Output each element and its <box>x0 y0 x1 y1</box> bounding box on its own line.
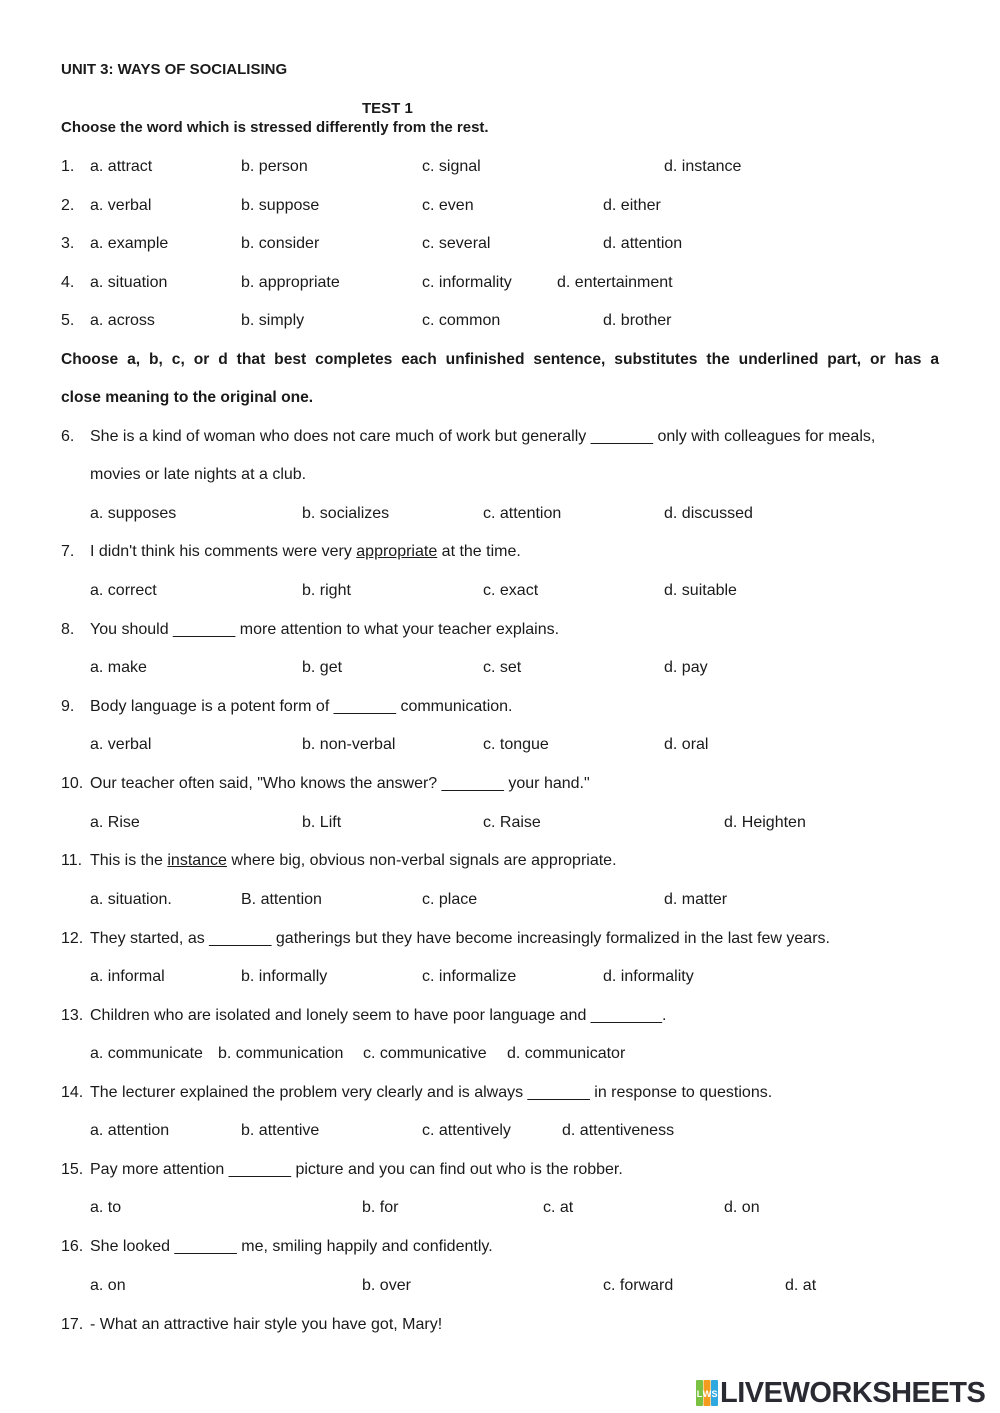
question-number: 6. <box>61 428 75 445</box>
question-number: 17. <box>61 1316 84 1333</box>
option-d: d. suitable <box>664 582 737 599</box>
question-text-after: at the time. <box>437 543 521 560</box>
option-b: b. suppose <box>241 197 320 214</box>
option-b: b. get <box>302 659 343 676</box>
option-a: a. attention <box>90 1122 170 1139</box>
underlined-word: appropriate <box>356 543 438 560</box>
option-d: d. Heighten <box>724 814 806 831</box>
option-d: d. communicator <box>507 1045 626 1062</box>
option-b: b. informally <box>241 968 328 985</box>
option-b: b. person <box>241 158 308 175</box>
option-a: a. correct <box>90 582 157 599</box>
liveworksheets-logo-text: LIVEWORKSHEETS <box>720 1376 986 1409</box>
question-text-after: where big, obvious non-verbal signals are appropriate. <box>226 852 617 869</box>
option-b: b. appropriate <box>241 274 340 291</box>
option-b: b. communication <box>218 1045 344 1062</box>
option-d: d. pay <box>664 659 708 676</box>
unit-title: UNIT 3: WAYS OF SOCIALISING <box>61 61 288 78</box>
question-number: 15. <box>61 1161 84 1178</box>
option-d: d. attention <box>603 235 683 252</box>
option-a: a. verbal <box>90 197 152 214</box>
question-text: They started, as _______ gatherings but they have become increasingly formalized in the last few years. <box>90 930 830 947</box>
question-text: Our teacher often said, "Who knows the answer? _______ your hand." <box>90 775 590 792</box>
question-number: 12. <box>61 930 84 947</box>
option-d: d. oral <box>664 736 709 753</box>
question-text: You should _______ more attention to what your teacher explains. <box>90 621 560 638</box>
question-number: 10. <box>61 775 84 792</box>
option-b: b. simply <box>241 312 305 329</box>
option-c: c. several <box>422 235 491 252</box>
option-d: d. discussed <box>664 505 753 522</box>
option-a: a. situation. <box>90 891 172 908</box>
question-number: 13. <box>61 1007 84 1024</box>
section-mc-instruction-line2: close meaning to the original one. <box>61 389 314 406</box>
question-text-continued: movies or late nights at a club. <box>90 466 307 483</box>
option-a: a. to <box>90 1199 122 1216</box>
option-b: b. non-verbal <box>302 736 396 753</box>
option-d: d. instance <box>664 158 742 175</box>
option-c: c. place <box>422 891 478 908</box>
option-c: c. Raise <box>483 814 541 831</box>
option-b: b. socializes <box>302 505 390 522</box>
item-number: 1. <box>61 158 75 175</box>
option-a: a. informal <box>90 968 165 985</box>
question-number: 7. <box>61 543 75 560</box>
liveworksheets-logo <box>696 1378 985 1408</box>
item-number: 4. <box>61 274 75 291</box>
option-c: c. forward <box>603 1277 674 1294</box>
option-a: a. communicate <box>90 1045 203 1062</box>
question-text: She is a kind of woman who does not care much of work but generally _______ only with colleagues for meals, <box>90 428 876 445</box>
option-c: c. informalize <box>422 968 517 985</box>
item-number: 2. <box>61 197 75 214</box>
option-d: d. matter <box>664 891 728 908</box>
question-text-before: I didn't think his comments were very <box>90 543 357 560</box>
option-d: d. on <box>724 1199 760 1216</box>
option-d: d. entertainment <box>557 274 673 291</box>
option-c: c. even <box>422 197 474 214</box>
question-text <box>90 542 521 562</box>
item-number: 5. <box>61 312 75 329</box>
test-title: TEST 1 <box>362 100 413 117</box>
option-a: a. verbal <box>90 736 152 753</box>
question-text: - What an attractive hair style you have got, Mary! <box>90 1316 443 1333</box>
option-c: c. tongue <box>483 736 549 753</box>
question-number: 11. <box>61 852 83 869</box>
option-a: a. on <box>90 1277 126 1294</box>
option-c: c. set <box>483 659 522 676</box>
option-b: b. attentive <box>241 1122 320 1139</box>
question-number: 14. <box>61 1084 84 1101</box>
option-d: d. brother <box>603 312 672 329</box>
option-b: b. consider <box>241 235 320 252</box>
option-a: a. situation <box>90 274 168 291</box>
question-number: 8. <box>61 621 75 638</box>
option-c: c. signal <box>422 158 481 175</box>
question-text: Body language is a potent form of _______ communication. <box>90 698 513 715</box>
underlined-word: instance <box>167 852 227 869</box>
option-d: d. attentiveness <box>562 1122 675 1139</box>
question-number: 16. <box>61 1238 84 1255</box>
option-c: c. exact <box>483 582 539 599</box>
question-text: Children who are isolated and lonely seem to have poor language and ________. <box>90 1007 667 1024</box>
liveworksheets-logo-icon <box>696 1380 718 1406</box>
option-c: c. at <box>543 1199 574 1216</box>
question-text: The lecturer explained the problem very clearly and is always _______ in response to questions. <box>90 1084 773 1101</box>
option-b: b. Lift <box>302 814 342 831</box>
option-b: b. right <box>302 582 351 599</box>
section-mc-instruction-line1: Choose a, b, c, or d that best completes each unfinished sentence, substitutes the underlined part, or has a <box>61 351 939 368</box>
option-b: b. over <box>362 1277 411 1294</box>
question-text <box>90 851 617 871</box>
option-d: d. either <box>603 197 661 214</box>
logo-mark-letter: S <box>711 1389 718 1399</box>
option-d: d. at <box>785 1277 817 1294</box>
option-c: c. attentively <box>422 1122 511 1139</box>
option-b: B. attention <box>241 891 322 908</box>
logo-mark-letter: L <box>696 1389 703 1399</box>
logo-mark-letter: W <box>702 1389 712 1399</box>
option-c: c. attention <box>483 505 562 522</box>
option-c: c. communicative <box>363 1045 487 1062</box>
option-a: a. across <box>90 312 155 329</box>
question-text-before: This is the <box>90 852 168 869</box>
option-c: c. common <box>422 312 501 329</box>
question-text: She looked _______ me, smiling happily and confidently. <box>90 1238 493 1255</box>
question-number: 9. <box>61 698 75 715</box>
section-stress-instruction: Choose the word which is stressed differently from the rest. <box>61 119 489 136</box>
option-c: c. informality <box>422 274 512 291</box>
option-d: d. informality <box>603 968 694 985</box>
question-text: Pay more attention _______ picture and you can find out who is the robber. <box>90 1161 623 1178</box>
item-number: 3. <box>61 235 75 252</box>
option-a: a. example <box>90 235 169 252</box>
option-a: a. make <box>90 659 147 676</box>
option-a: a. Rise <box>90 814 140 831</box>
option-b: b. for <box>362 1199 399 1216</box>
option-a: a. attract <box>90 158 153 175</box>
option-a: a. supposes <box>90 505 177 522</box>
